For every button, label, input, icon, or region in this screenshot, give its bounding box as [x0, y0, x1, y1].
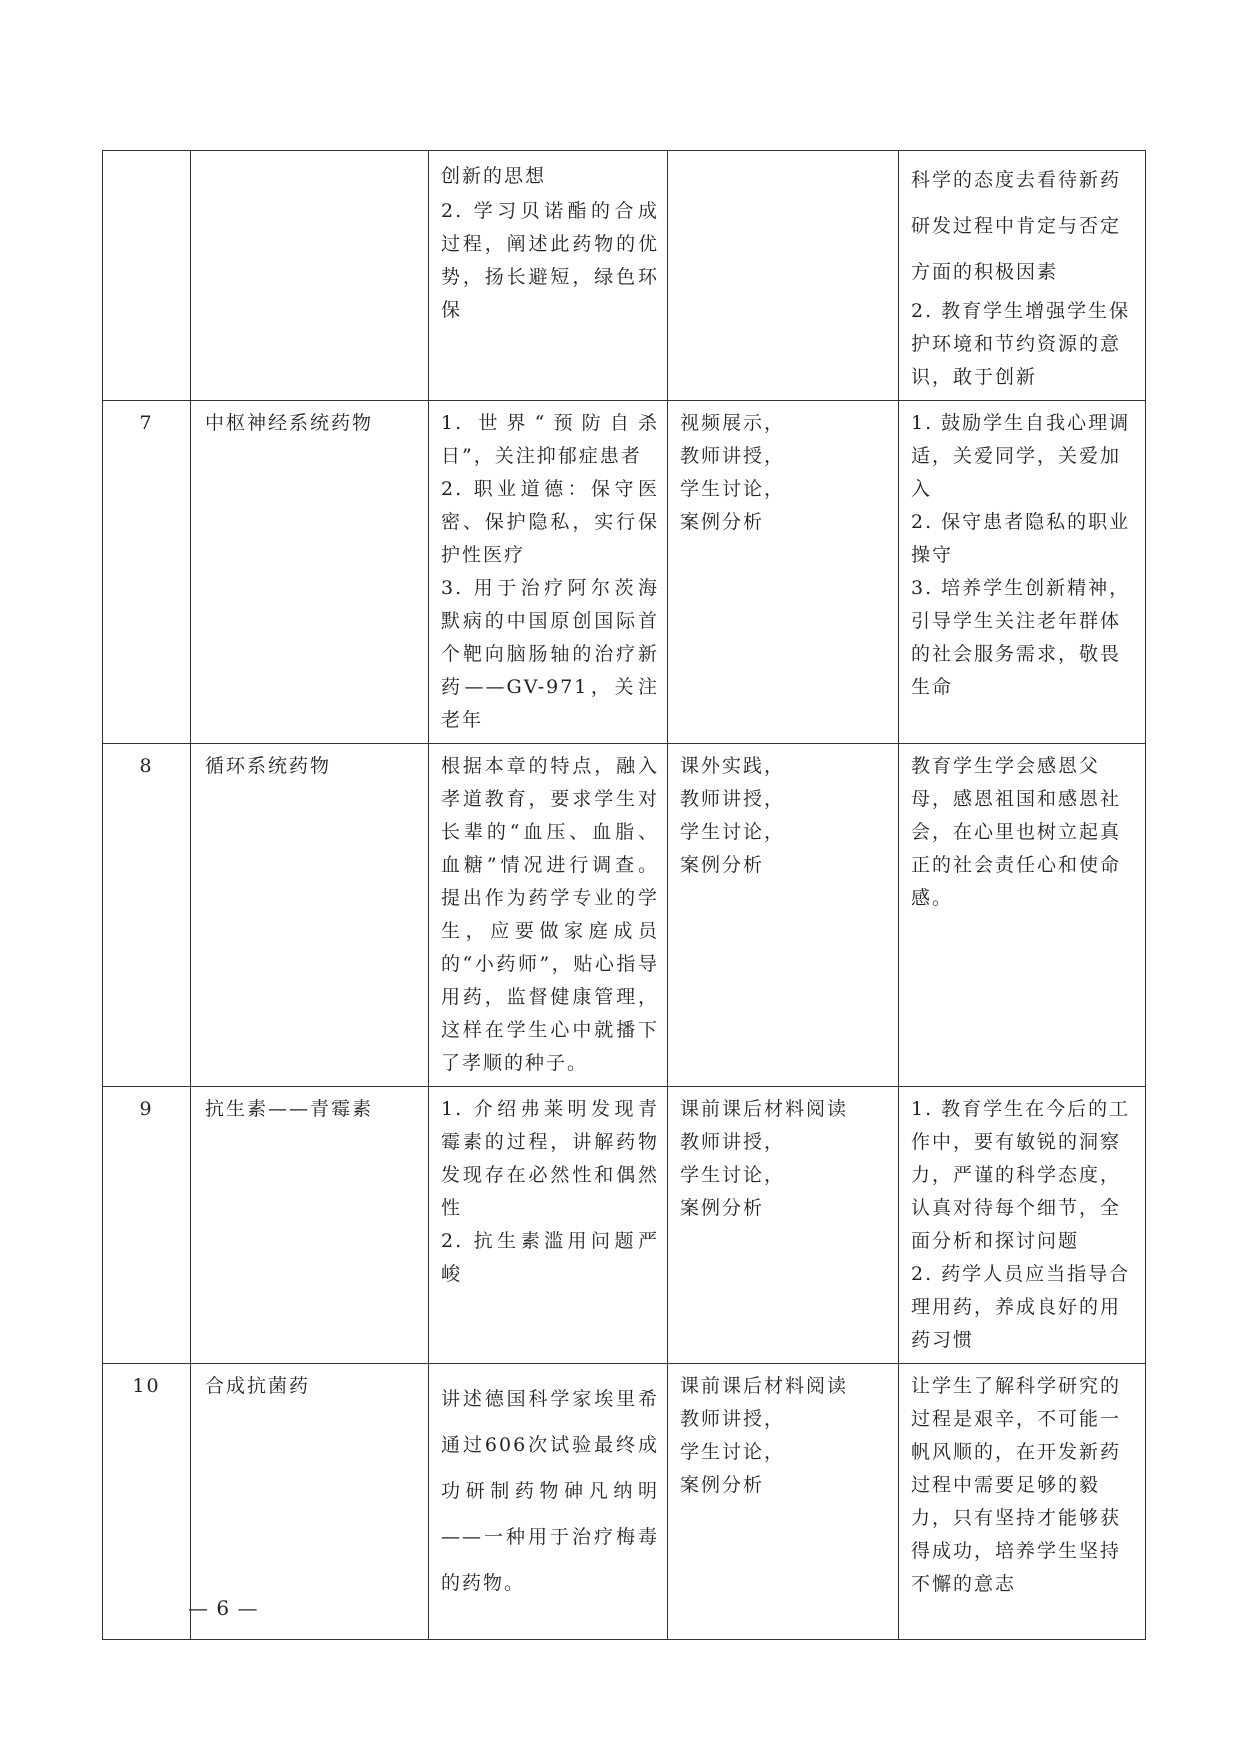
topic-name: 循环系统药物 [191, 744, 429, 1087]
goal-cell [899, 744, 1146, 1087]
content-paragraph: 2. 抗生素滥用问题严峻 [441, 1230, 659, 1285]
content-cell [429, 401, 668, 744]
method-item: 案例分析 [680, 511, 765, 533]
method-item: 课外实践， [680, 755, 786, 777]
content-cell [429, 744, 668, 1087]
row-number: 9 [103, 1087, 191, 1364]
content-paragraph: 根据本章的特点，融入孝道教育，要求学生对长辈的“血压、血脂、血糖”情况进行调查。提出作为药学专业的学生，应要做家庭成员的“小药师”，贴心指导用药，监督健康管理，这样在学生心中就播下了孝顺的种子。 [441, 755, 659, 1074]
method-cell [668, 1087, 899, 1364]
topic-name: 中枢神经系统药物 [191, 401, 429, 744]
goal-cell [899, 401, 1146, 744]
goal-paragraph: 2. 保守患者隐私的职业操守 [911, 511, 1131, 566]
method-cell [668, 151, 899, 401]
topic-name [191, 151, 429, 401]
method-cell [668, 1364, 899, 1640]
topic-name: 合成抗菌药 [191, 1364, 429, 1640]
content-paragraph: 1. 世界“预防自杀日”，关注抑郁症患者 [441, 412, 659, 467]
goal-paragraph: 3. 培养学生创新精神，引导学生关注老年群体的社会服务需求，敬畏生命 [911, 577, 1131, 698]
goal-cell [899, 1364, 1146, 1640]
table-row [103, 744, 1146, 1087]
goal-paragraph: 1. 鼓励学生自我心理调适，关爱同学，关爱加入 [911, 412, 1131, 500]
method-cell [668, 744, 899, 1087]
content-paragraph: 3. 用于治疗阿尔茨海默病的中国原创国际首个靶向脑肠轴的治疗新药——GV-971，关注老年 [441, 577, 659, 731]
content-cell [429, 1364, 668, 1640]
page-number: — 6 — [188, 1596, 259, 1620]
table-row [103, 1087, 1146, 1364]
method-item: 课前课后材料阅读 [680, 1375, 849, 1397]
goal-paragraph: 科学的态度去看待新药研发过程中肯定与否定方面的积极因素 [911, 169, 1122, 283]
method-item: 案例分析 [680, 854, 765, 876]
goal-cell [899, 151, 1146, 401]
row-number: 10 [103, 1364, 191, 1640]
goal-paragraph: 1. 教育学生在今后的工作中，要有敏锐的洞察力，严谨的科学态度，认真对待每个细节，全面分析和探讨问题 [911, 1098, 1131, 1252]
goal-paragraph: 教育学生学会感恩父母，感恩祖国和感恩社会，在心里也树立起真正的社会责任心和使命感。 [911, 755, 1122, 909]
method-item: 学生讨论， [680, 1441, 786, 1463]
method-item: 教师讲授， [680, 1408, 786, 1430]
method-item: 案例分析 [680, 1197, 765, 1219]
goal-cell [899, 1087, 1146, 1364]
method-item: 课前课后材料阅读 [680, 1098, 849, 1120]
row-number [103, 151, 191, 401]
table-row [103, 401, 1146, 744]
goal-paragraph: 2. 药学人员应当指导合理用药，养成良好的用药习惯 [911, 1263, 1131, 1351]
method-item: 教师讲授， [680, 788, 786, 810]
method-item: 教师讲授， [680, 445, 786, 467]
content-paragraph: 2. 职业道德：保守医密、保护隐私，实行保护性医疗 [441, 478, 659, 566]
method-item: 教师讲授， [680, 1131, 786, 1153]
method-item: 学生讨论， [680, 478, 786, 500]
method-item: 视频展示， [680, 412, 786, 434]
course-table [102, 150, 1146, 1640]
content-cell [429, 1087, 668, 1364]
topic-name: 抗生素——青霉素 [191, 1087, 429, 1364]
row-number: 7 [103, 401, 191, 744]
content-paragraph: 1. 介绍弗莱明发现青霉素的过程，讲解药物发现存在必然性和偶然性 [441, 1098, 659, 1219]
method-item: 学生讨论， [680, 1164, 786, 1186]
content-cell [429, 151, 668, 401]
goal-paragraph: 2. 教育学生增强学生保护环境和节约资源的意识，敢于创新 [911, 300, 1131, 388]
content-paragraph: 讲述德国科学家埃里希通过606次试验最终成功研制药物砷凡纳明——一种用于治疗梅毒的药物。 [441, 1388, 659, 1594]
table-row [103, 151, 1146, 401]
goal-paragraph: 让学生了解科学研究的过程是艰辛，不可能一帆风顺的，在开发新药过程中需要足够的毅力，只有坚持才能够获得成功，培养学生坚持不懈的意志 [911, 1375, 1122, 1595]
method-item: 学生讨论， [680, 821, 786, 843]
table-row [103, 1364, 1146, 1640]
content-paragraph: 创新的思想 [441, 165, 547, 187]
content-paragraph: 2. 学习贝诺酯的合成过程，阐述此药物的优势，扬长避短，绿色环保 [441, 200, 659, 321]
row-number: 8 [103, 744, 191, 1087]
method-item: 案例分析 [680, 1474, 765, 1496]
method-cell [668, 401, 899, 744]
